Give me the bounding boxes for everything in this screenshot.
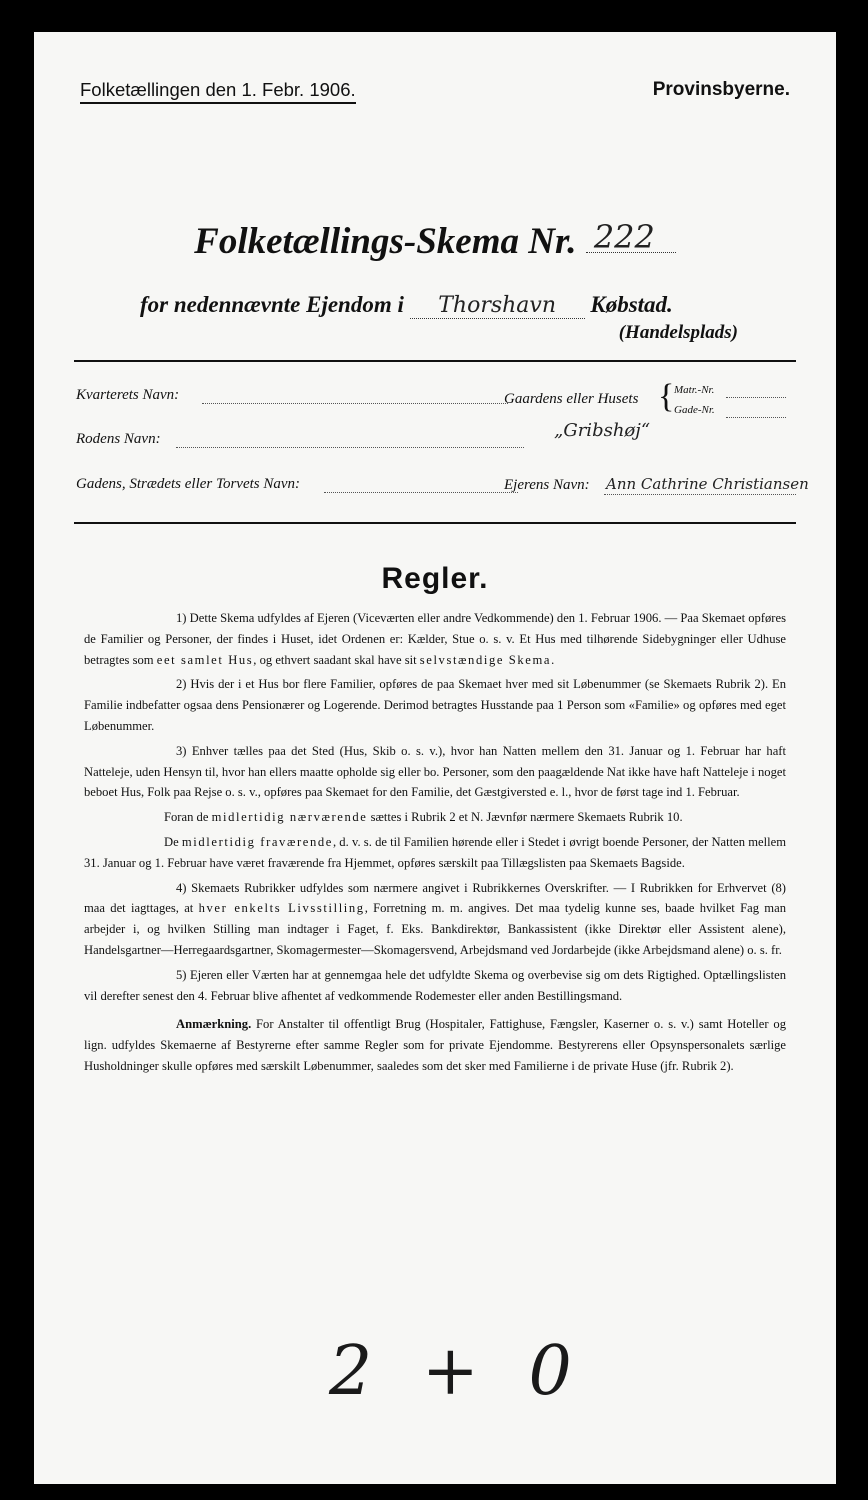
census-form-sheet	[34, 32, 836, 1484]
property-line	[140, 292, 673, 319]
rule-text: For Anstalter til offentligt Brug (Hospitaler, Fattighuse, Fængsler, Kaserner o. s. v.) samt Hoteller og lign. udfyldes Skemaerne af Bestyrerne efter samme Regler som for private Ejendomme. Bestyrerens eller Opsynspersonalets særlige Husholdninger skulle opføres med særskilt Løbenummer, saaledes som det sker med Familierne i de private Huse (jfr. Rubrik 2).	[84, 1017, 786, 1073]
rule-text: 1) Dette Skema udfyldes af Ejeren (Viceværten eller andre Vedkommende) den 1. Februar 1906. — Paa Skemaet opføres de Familier og Personer, der findes i Huset, idet Ordenen er: Kælder, Stue o. s. v. Et Hus med tilhørende Sidebygninger eller Udhuse betragtes som	[84, 611, 786, 667]
gade-nr-label: Gade-Nr.	[674, 404, 715, 416]
kvarter-label: Kvarterets Navn:	[76, 387, 180, 403]
gade-label: Gadens, Strædets eller Torvets Navn:	[76, 476, 301, 492]
kvarter-line	[202, 403, 508, 404]
rule-text: , og ethvert saadant skal have sit	[253, 652, 420, 667]
rode-line	[176, 447, 524, 448]
rule-text: 5) Ejeren eller Værten har at gennemgaa hele det udfyldte Skema og overbevise sig om dets Rigtighed. Optællingslisten vil derefter senest den 4. Februar blive afhentet af vedkommende Rodemester eller anden Bestillingsmand.	[84, 967, 786, 1003]
form-title-text: Folketællings-Skema Nr.	[194, 221, 577, 262]
rule-paragraph-r2	[84, 674, 786, 736]
gade-line	[324, 492, 518, 493]
matr-label: Matr.-Nr.	[674, 384, 715, 396]
rule-paragraph-r4	[84, 878, 786, 961]
rule-text: eet samlet Hus	[156, 652, 254, 667]
rule-paragraph-r5	[84, 965, 786, 1007]
gade-nr-line	[726, 417, 786, 418]
bottom-handwritten-note: 2 + 0	[329, 1332, 586, 1411]
gaard-name-handwritten: „Gribshøj“	[554, 420, 651, 441]
rule-text: midlertidig fraværende	[181, 834, 333, 849]
rule-text: , d. v. s. de til Familien hørende eller i Stedet i øvrigt boende Personer, der Natten mellem 31. Januar og 1. Februar have været fraværende fra Hjemmet, opføres særskilt paa Tillægslisten paa Skemaets Bagside.	[84, 834, 786, 870]
rule-paragraph-r1	[84, 608, 786, 670]
rule-text: sættes i Rubrik 2 et N. Jævnfør nærmere Skemaets Rubrik 10.	[367, 810, 683, 825]
rule-text: .	[551, 652, 555, 667]
rule-paragraph-r3	[84, 741, 786, 803]
rule-paragraph-r3c	[84, 832, 786, 874]
rules-body	[84, 608, 786, 1081]
rule-paragraph-anm	[84, 1014, 786, 1076]
owner-name-handwritten: Ann Cathrine Christiansen	[606, 475, 809, 493]
rule-text: 3) Enhver tælles paa det Sted (Hus, Skib o. s. v.), hvor han Natten mellem den 31. Januar og 1. Februar har haft Natteleje, uden Hensyn til, hvor han ellers maatte opholde sig eller bo. Personer, som den paagældende Nat ikke have haft Natteleje i noget beboet Hus, Folk paa Rejse o. s. v., opføres paa Skemaet for den Familie, det Gæstgiversted e. l., hvor de først tage ind 1. Februar.	[84, 743, 786, 800]
middle-divider	[74, 522, 796, 524]
schema-number-field	[586, 218, 676, 256]
town-handwritten: Thorshavn	[410, 293, 585, 319]
top-divider	[74, 360, 796, 362]
property-line-suffix: Købstad.	[590, 292, 673, 317]
rule-text: hver enkelts Livsstilling	[198, 901, 365, 916]
rules-heading: Regler.	[381, 562, 489, 595]
matr-line	[726, 397, 786, 398]
ejer-line	[604, 494, 796, 495]
rule-text: , Forretning m. m. angives. Det maa tydelig kunne ses, baade hvilket Fag man arbejder i, og hvilken Stilling man indtager i Faget, f. Eks. Bankdirektør, Bankassistent (ikke Direktør eller Assistent alene), Handelsgartner—Herregaardsgartner, Skomagermester—Skomagersvend, Arbejdsmand ved Jordarbejde (ikke Arbejdsmand alene) o. s. fr.	[84, 901, 786, 957]
gaard-label: Gaardens eller Husets	[504, 391, 639, 407]
rule-paragraph-r3b	[84, 807, 786, 828]
census-date-header: Folketællingen den 1. Febr. 1906.	[80, 79, 356, 104]
rule-text: midlertidig nærværende	[211, 810, 368, 825]
rode-label: Rodens Navn:	[76, 431, 161, 447]
form-title	[34, 220, 836, 263]
property-line-prefix: for nedennævnte Ejendom i	[140, 292, 404, 317]
region-header: Provinsbyerne.	[652, 79, 790, 100]
rule-text: 4) Skemaets Rubrikker udfyldes som nærmere angivet i Rubrikkernes Overskrifter. — I Rubrikken for Erhvervet (8) maa det iagttages, at	[84, 880, 786, 916]
rule-text: De	[164, 834, 182, 849]
rule-text: selvstændige Skema	[419, 652, 552, 667]
schema-number-handwritten: 222	[593, 218, 655, 256]
rule-text: Anmærkning.	[176, 1017, 252, 1032]
rule-text: Foran de	[164, 810, 212, 825]
handelsplads-label: (Handelsplads)	[618, 322, 738, 343]
ejer-label: Ejerens Navn:	[504, 477, 590, 493]
brace-icon: {	[658, 378, 675, 415]
rule-text: 2) Hvis der i et Hus bor flere Familier, opføres de paa Skemaet hver med sit Løbenummer (se Skemaets Rubrik 2). En Familie indbefatter ogsaa dens Pensionærer og Logerende. Derimod betragtes Husstande paa 1 Person som «Familie» og opføres med eget Løbenummer.	[84, 677, 786, 733]
